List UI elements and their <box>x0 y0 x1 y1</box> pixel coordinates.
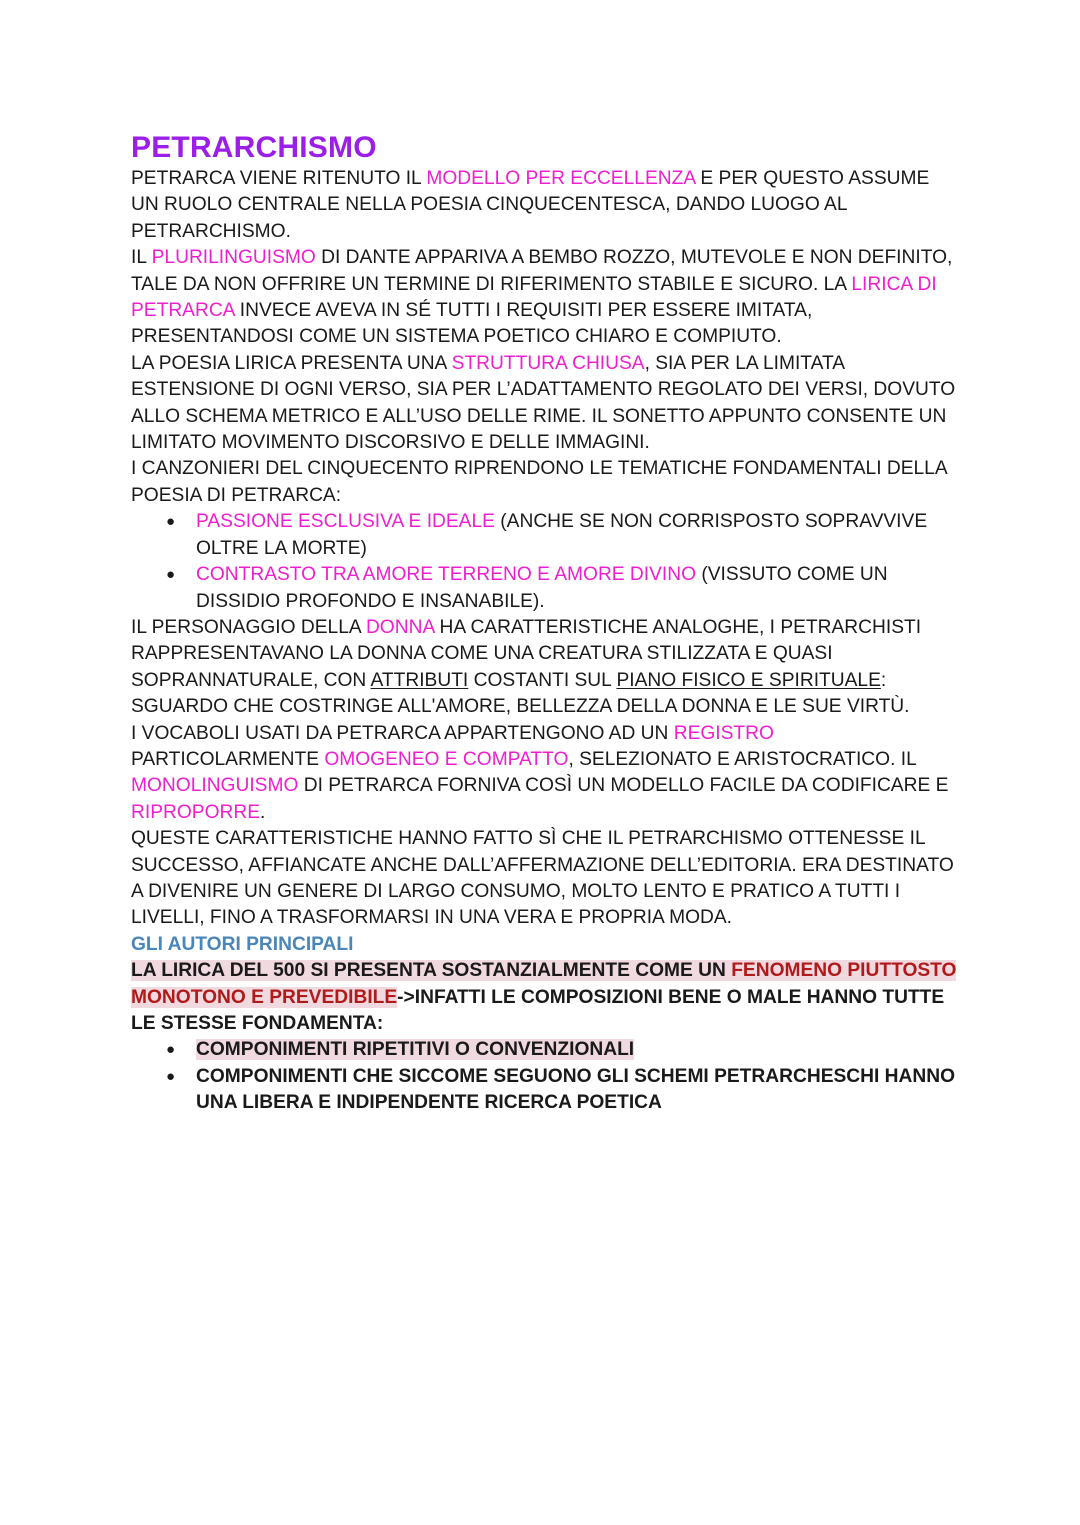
list-item: ● COMPONIMENTI CHE SICCOME SEGUONO GLI SCHEMI PETRARCHESCHI HANNO UNA LIBERA E INDIPENDENTE RICERCA POETICA <box>166 1065 956 1114</box>
bullet-icon: ● <box>166 1067 176 1085</box>
list-item: ● PASSIONE ESCLUSIVA E IDEALE (ANCHE SE NON CORRISPOSTO SOPRAVVIVE OLTRE LA MORTE) <box>166 511 928 559</box>
paragraph-donna: IL PERSONAGGIO DELLA DONNA HA CARATTERISTICHE ANALOGHE, I PETRARCHISTI RAPPRESENTAVANO LA DONNA COME UNA CREATURA STILIZZATA E QUASI SOPRANNATURALE, CON ATTRIBUTI COSTANTI SUL PIANO FISICO E SPIRITUALE: SGUARDO CHE COSTRINGE ALL'AMORE, BELLEZZA DELLA DONNA E LE SUE VIRTÙ. <box>131 616 922 718</box>
paragraph-struttura: LA POESIA LIRICA PRESENTA UNA STRUTTURA CHIUSA, SIA PER LA LIMITATA ESTENSIONE DI OGNI VERSO, SIA PER L’ADATTAMENTO REGOLATO DEI VERSI, DOVUTO ALLO SCHEMA METRICO E ALL’USO DELLE RIME. IL SONETTO APPUNTO CONSENTE UN LIMITATO MOVIMENTO DISCORSIVO E DELLE IMMAGINI. <box>131 352 956 454</box>
list-item: ● CONTRASTO TRA AMORE TERRENO E AMORE DIVINO (VISSUTO COME UN DISSIDIO PROFONDO E INSANABILE). <box>166 564 888 612</box>
paragraph-modello: PETRARCA VIENE RITENUTO IL MODELLO PER ECCELLENZA E PER QUESTO ASSUME UN RUOLO CENTRALE NELLA POESIA CINQUECENTESCA, DANDO LUOGO AL PETRARCHISMO. <box>131 168 930 242</box>
paragraph-plurilinguismo: IL PLURILINGUISMO DI DANTE APPARIVA A BEMBO ROZZO, MUTEVOLE E NON DEFINITO, TALE DA NON OFFRIRE UN TERMINE DI RIFERIMENTO STABILE E SICURO. LA LIRICA DI PETRARCA INVECE AVEVA IN SÉ TUTTI I REQUISITI PER ESSERE IMITATA, PRESENTANDOSI COME UN SISTEMA POETICO CHIARO E COMPIUTO. <box>131 247 953 348</box>
bullet-icon: ● <box>166 1041 176 1059</box>
document-body <box>131 130 961 1117</box>
paragraph-successo: QUESTE CARATTERISTICHE HANNO FATTO SÌ CHE IL PETRARCHISMO OTTENESSE IL SUCCESSO, AFFIANCATE ANCHE DALL’AFFERMAZIONE DELL’EDITORIA. ERA DESTINATO A DIVENIRE UN GENERE DI LARGO CONSUMO, MOLTO LENTO E PRATICO A TUTTI I LIVELLI, FINO A TRASFORMARSI IN UNA VERA E PROPRIA MODA. <box>131 828 954 929</box>
authors-list <box>131 1037 961 1116</box>
list-item: ● COMPONIMENTI RIPETITIVI O CONVENZIONALI <box>196 1037 961 1063</box>
paragraph-canzonieri: I CANZONIERI DEL CINQUECENTO RIPRENDONO LE TEMATICHE FONDAMENTALI DELLA POESIA DI PETRARCA: <box>131 458 947 506</box>
section-heading: GLI AUTORI PRINCIPALI <box>131 933 354 955</box>
paragraph-lirica-500: LA LIRICA DEL 500 SI PRESENTA SOSTANZIALMENTE COME UN FENOMENO PIUTTOSTO MONOTONO E PREVEDIBILE->INFATTI LE COMPOSIZIONI BENE O MALE HANNO TUTTE LE STESSE FONDAMENTA: <box>131 960 957 1034</box>
bullet-icon: ● <box>166 566 176 584</box>
themes-list <box>131 509 961 615</box>
paragraph-vocaboli: I VOCABOLI USATI DA PETRARCA APPARTENGONO AD UN REGISTRO PARTICOLARMENTE OMOGENEO E COMPATTO, SELEZIONATO E ARISTOCRATICO. IL MONOLINGUISMO DI PETRARCA FORNIVA COSÌ UN MODELLO FACILE DA CODIFICARE E RIPROPORRE. <box>131 722 949 823</box>
page-title: PETRARCHISMO <box>131 131 377 164</box>
bullet-icon: ● <box>166 513 176 531</box>
